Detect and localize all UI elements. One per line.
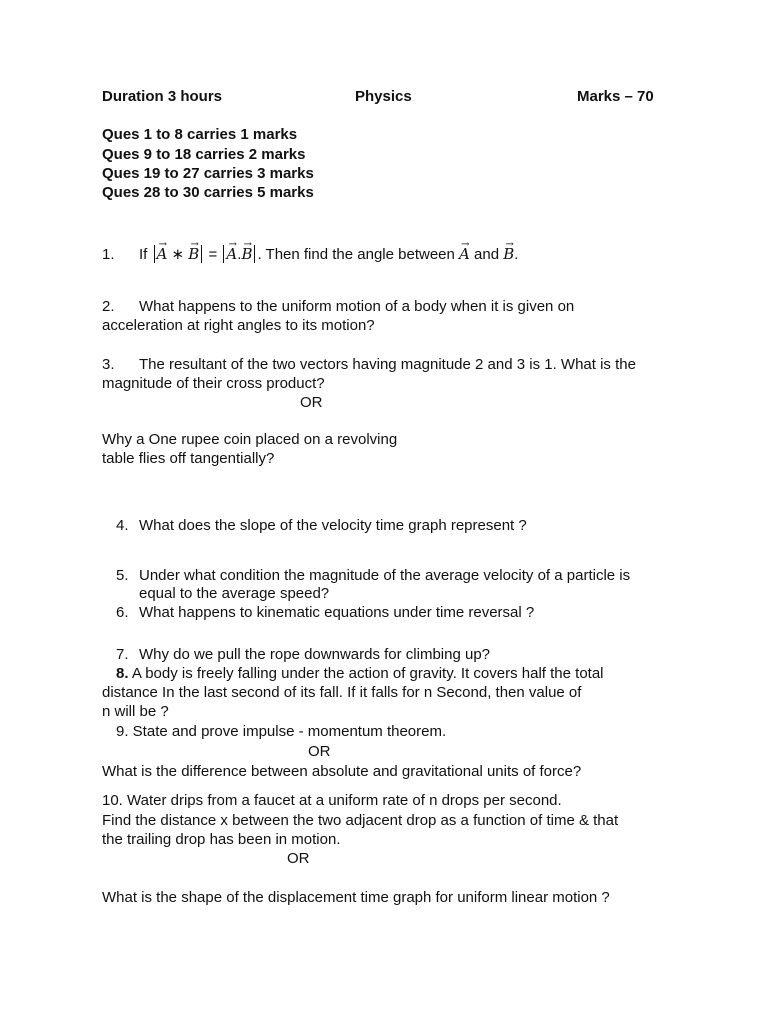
question-8-line: n will be ? [102, 703, 169, 720]
vector-b: → B [188, 245, 199, 264]
subject-title: Physics [355, 88, 412, 105]
vector-a: → A [459, 245, 470, 264]
question-2-line: acceleration at right angles to its motion? [102, 317, 375, 334]
question-3-line: magnitude of their cross product? [102, 375, 325, 392]
question-5-line: equal to the average speed? [139, 585, 330, 602]
question-3-alt-line: Why a One rupee coin placed on a revolving [102, 431, 398, 448]
vector-b: → B [241, 245, 252, 264]
question-10-line: Find the distance x between the two adjacent drop as a function of time & that [102, 812, 619, 829]
question-3-line: The resultant of the two vectors having magnitude 2 and 3 is 1. What is the [139, 356, 636, 373]
question-number: 8. [116, 665, 129, 682]
vector-a: → A [226, 245, 237, 264]
question-number: 3. [102, 356, 115, 373]
question-10-alt: What is the shape of the displacement time graph for uniform linear motion ? [102, 889, 610, 906]
question-1: If → A ∗ → B = → A.→ B . Then find the angle between → A and → B. [139, 245, 518, 264]
question-4: What does the slope of the velocity time graph represent ? [139, 517, 527, 534]
question-9-alt: What is the difference between absolute and gravitational units of force? [102, 763, 582, 780]
question-10-line: 10. Water drips from a faucet at a uniform rate of n drops per second. [102, 792, 562, 809]
question-number: 1. [102, 246, 115, 263]
or-separator: OR [287, 850, 310, 867]
marks-scheme-line: Ques 9 to 18 carries 2 marks [102, 146, 306, 163]
question-7: Why do we pull the rope downwards for climbing up? [139, 646, 491, 663]
question-number: 5. [116, 567, 129, 584]
duration-label: Duration 3 hours [102, 88, 223, 105]
question-9: 9. State and prove impulse - momentum theorem. [116, 723, 447, 740]
question-5-line: Under what condition the magnitude of the average velocity of a particle is [139, 567, 631, 584]
question-number: 7. [116, 646, 129, 663]
question-2-line: What happens to the uniform motion of a body when it is given on [139, 298, 575, 315]
or-separator: OR [308, 743, 331, 760]
marks-scheme-line: Ques 19 to 27 carries 3 marks [102, 165, 314, 182]
question-8-line: distance In the last second of its fall. If it falls for n Second, then value of [102, 684, 582, 701]
question-number: 4. [116, 517, 129, 534]
marks-scheme-line: Ques 28 to 30 carries 5 marks [102, 184, 314, 201]
total-marks: Marks – 70 [577, 88, 654, 105]
question-number: 2. [102, 298, 115, 315]
question-8-line: 8. A body is freely falling under the action of gravity. It covers half the total [116, 665, 604, 682]
vector-b: → B [503, 245, 514, 264]
marks-scheme-line: Ques 1 to 8 carries 1 marks [102, 126, 298, 143]
vector-a: → A [157, 245, 168, 264]
or-separator: OR [300, 394, 323, 411]
question-10-line: the trailing drop has been in motion. [102, 831, 341, 848]
question-number: 6. [116, 604, 129, 621]
question-6: What happens to kinematic equations under time reversal ? [139, 604, 535, 621]
question-3-alt-line: table flies off tangentially? [102, 450, 275, 467]
